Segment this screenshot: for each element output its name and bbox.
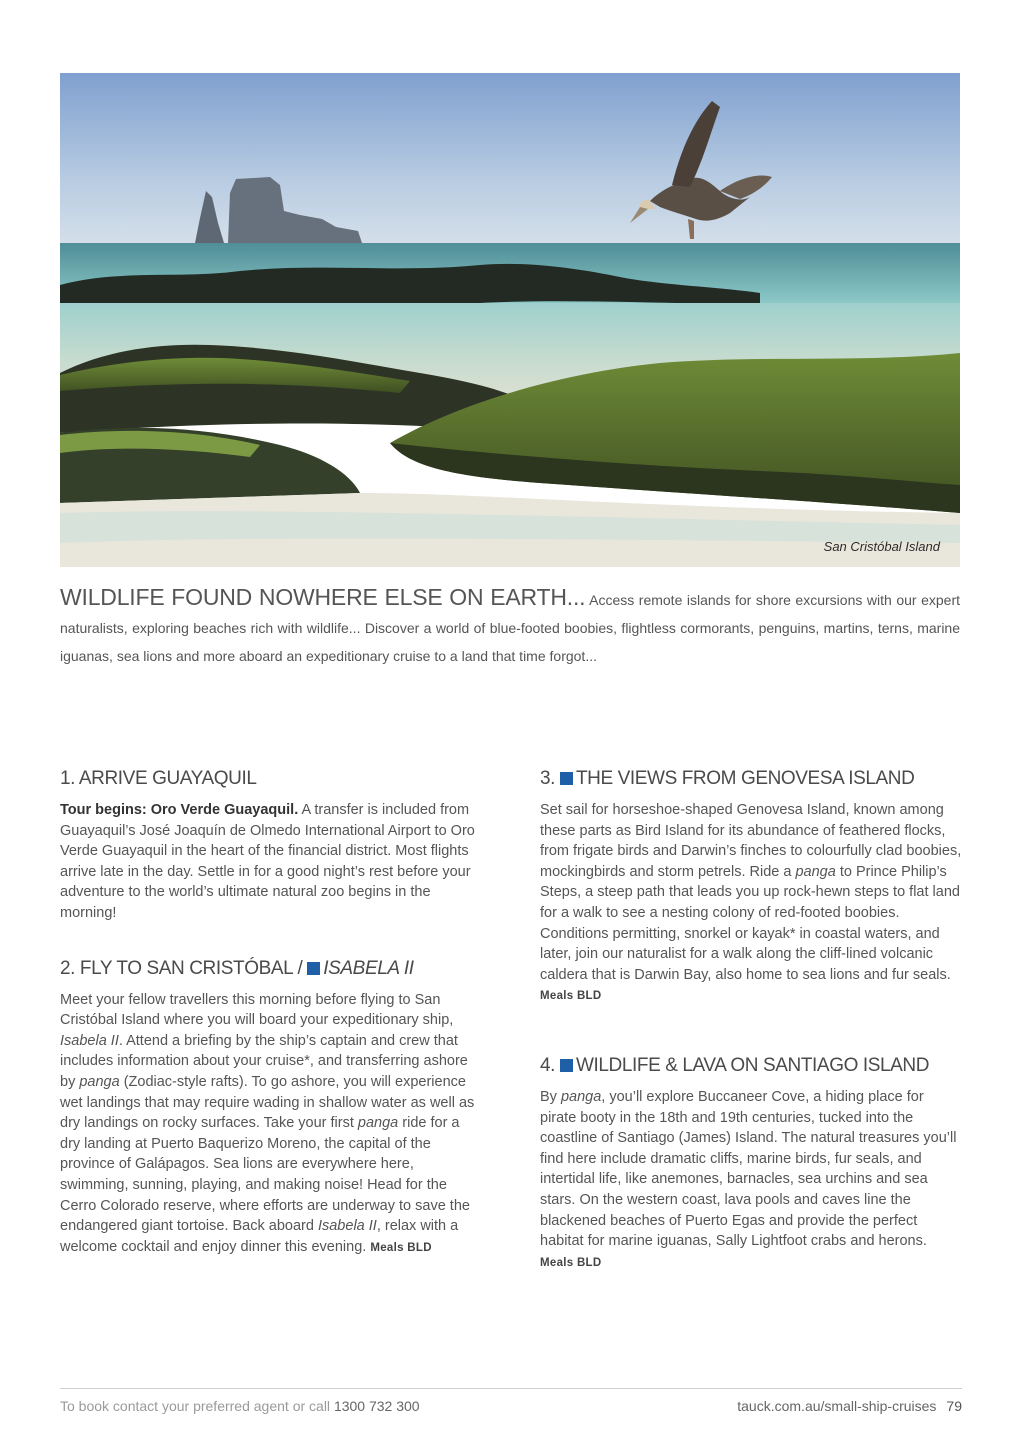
day-1-lead: Tour begins: Oro Verde Guayaquil. bbox=[60, 802, 299, 818]
footer-url-page bbox=[737, 1398, 962, 1414]
day-3-title-text: THE VIEWS FROM GENOVESA ISLAND bbox=[575, 768, 915, 789]
day-2-ship-name: ISABELA II bbox=[323, 957, 414, 979]
footer-url: tauck.com.au/small-ship-cruises bbox=[737, 1398, 937, 1414]
day-4-p1: , you’ll explore Buccaneer Cove, a hiding place for pirate booty in the 18th and 19th centuries, tucked into the coastline of Santiago (James) Island. The natural treasures you’ll find here include dramatic cliffs, marine birds, fur seals, and intertidal life, like anemones, barnacles, sea urchins and sea stars. On the western coast, lava pools and caves line the blackened beaches of Puerto Egas and provide the perfect habitat for marine iguanas, Sally Lightfoot crabs and herons. bbox=[540, 1088, 957, 1250]
footer-contact bbox=[60, 1398, 420, 1414]
meals-label: Meals BLD bbox=[370, 1241, 432, 1254]
footer-phone: 1300 732 300 bbox=[333, 1398, 420, 1414]
meals-label: Meals BLD bbox=[540, 1256, 602, 1269]
intro-paragraph bbox=[60, 583, 960, 670]
footer-divider bbox=[60, 1388, 962, 1389]
day-4-p0: By bbox=[540, 1088, 561, 1105]
day-2-p2: . Attend a briefing by the ship’s captain and crew that includes information about your cruise*, and transferring ashore by bbox=[60, 1032, 468, 1090]
panga-term: panga bbox=[357, 1115, 399, 1132]
day-1-text bbox=[60, 800, 482, 924]
day-4-text bbox=[540, 1087, 962, 1273]
day-1-body: A transfer is included from Guayaquil’s José Joaquín de Olmedo International Airport to Oro Verde Guayaquil in the heart of the financial district. Most flights arrive late in the day. Settle in for a good night’s rest before your adventure to the world’s ultimate natural zoo begins in the morning! bbox=[60, 802, 475, 921]
itinerary-right-column bbox=[540, 766, 962, 1305]
day-2-title bbox=[60, 956, 482, 982]
day-3-p2: to Prince Philip’s Steps, a steep path that leads you up rock-hewn steps to flat land for a walk to see a nesting colony of red-footed boobies. Conditions permitting, snorkel or kayak* in coastal waters, and later, join our naturalist for a walk along the cliff-lined volcanic caldera that is Darwin Bay, also home to sea lions and fur seals. bbox=[540, 863, 960, 983]
day-2-p1: Meet your fellow travellers this morning before flying to San Cristóbal Island where you will board your expeditionary ship, bbox=[60, 991, 454, 1029]
day-4-title bbox=[540, 1053, 962, 1079]
ship-marker-icon bbox=[560, 1059, 573, 1072]
day-3-title bbox=[540, 766, 962, 792]
panga-term: panga bbox=[560, 1088, 602, 1105]
day-4-title-text: WILDLIFE & LAVA ON SANTIAGO ISLAND bbox=[575, 1054, 930, 1076]
day-1-section bbox=[60, 766, 482, 924]
day-2-text bbox=[60, 990, 482, 1259]
photo-caption: San Cristóbal Island bbox=[823, 539, 940, 554]
panga-term: panga bbox=[79, 1073, 120, 1090]
ship-name-inline: Isabela II bbox=[60, 1032, 119, 1049]
coastline-scene bbox=[60, 73, 960, 567]
day-2-section bbox=[60, 956, 482, 1259]
day-3-text bbox=[540, 800, 962, 1007]
day-2-p5: , relax with a welcome cocktail and enjoy dinner this evening. bbox=[60, 1218, 459, 1255]
footer-contact-text: To book contact your preferred agent or call bbox=[60, 1398, 334, 1414]
itinerary-left-column bbox=[60, 766, 482, 1290]
meals-label: Meals BLD bbox=[540, 990, 602, 1003]
panga-term: panga bbox=[795, 863, 836, 880]
day-3-number: 3. bbox=[540, 768, 560, 789]
intro-text: Access remote islands for shore excursions with our expert naturalists, exploring beaches rich with wildlife... Discover a world of blue-footed boobies, flightless cormorants, penguins, martins, terns, marine iguanas, sea lions and more aboard an expeditionary cruise to a land that time forgot... bbox=[60, 592, 961, 664]
day-1-title: 1. ARRIVE GUAYAQUIL bbox=[60, 768, 257, 789]
day-4-number: 4. bbox=[540, 1054, 560, 1076]
day-4-section bbox=[540, 1053, 962, 1273]
page-number: 79 bbox=[946, 1398, 962, 1414]
day-3-section bbox=[540, 766, 962, 1007]
day-2-title-text: 2. FLY TO SAN CRISTÓBAL / bbox=[60, 957, 308, 979]
day-2-p4: ride for a dry landing at Puerto Baquerizo Moreno, the capital of the province of Galápagos. Sea lions are everywhere here, swimming, sunning, playing, and making noise! Head for the Cerro Colorado reserve, where efforts are underway to save the endangered giant tortoise. Back aboard bbox=[60, 1115, 470, 1235]
day-3-p1: Set sail for horseshoe-shaped Genovesa Island, known among these parts as Bird Island for its abundance of feathered flocks, from frigate birds and Darwin’s finches to colourfully clad boobies, mockingbirds and storm petrels. Ride a bbox=[540, 802, 962, 880]
intro-headline: WILDLIFE FOUND NOWHERE ELSE ON EARTH... bbox=[60, 584, 586, 610]
ship-marker-icon bbox=[307, 962, 320, 975]
ship-marker-icon bbox=[560, 772, 573, 785]
hero-photo bbox=[60, 73, 960, 567]
ship-name-inline: Isabela II bbox=[317, 1218, 377, 1235]
day-2-p3: (Zodiac-style rafts). To go ashore, you will experience wet landings that may require wading in shallow water as well as dry landings on rocky surfaces. Take your first bbox=[60, 1073, 475, 1132]
